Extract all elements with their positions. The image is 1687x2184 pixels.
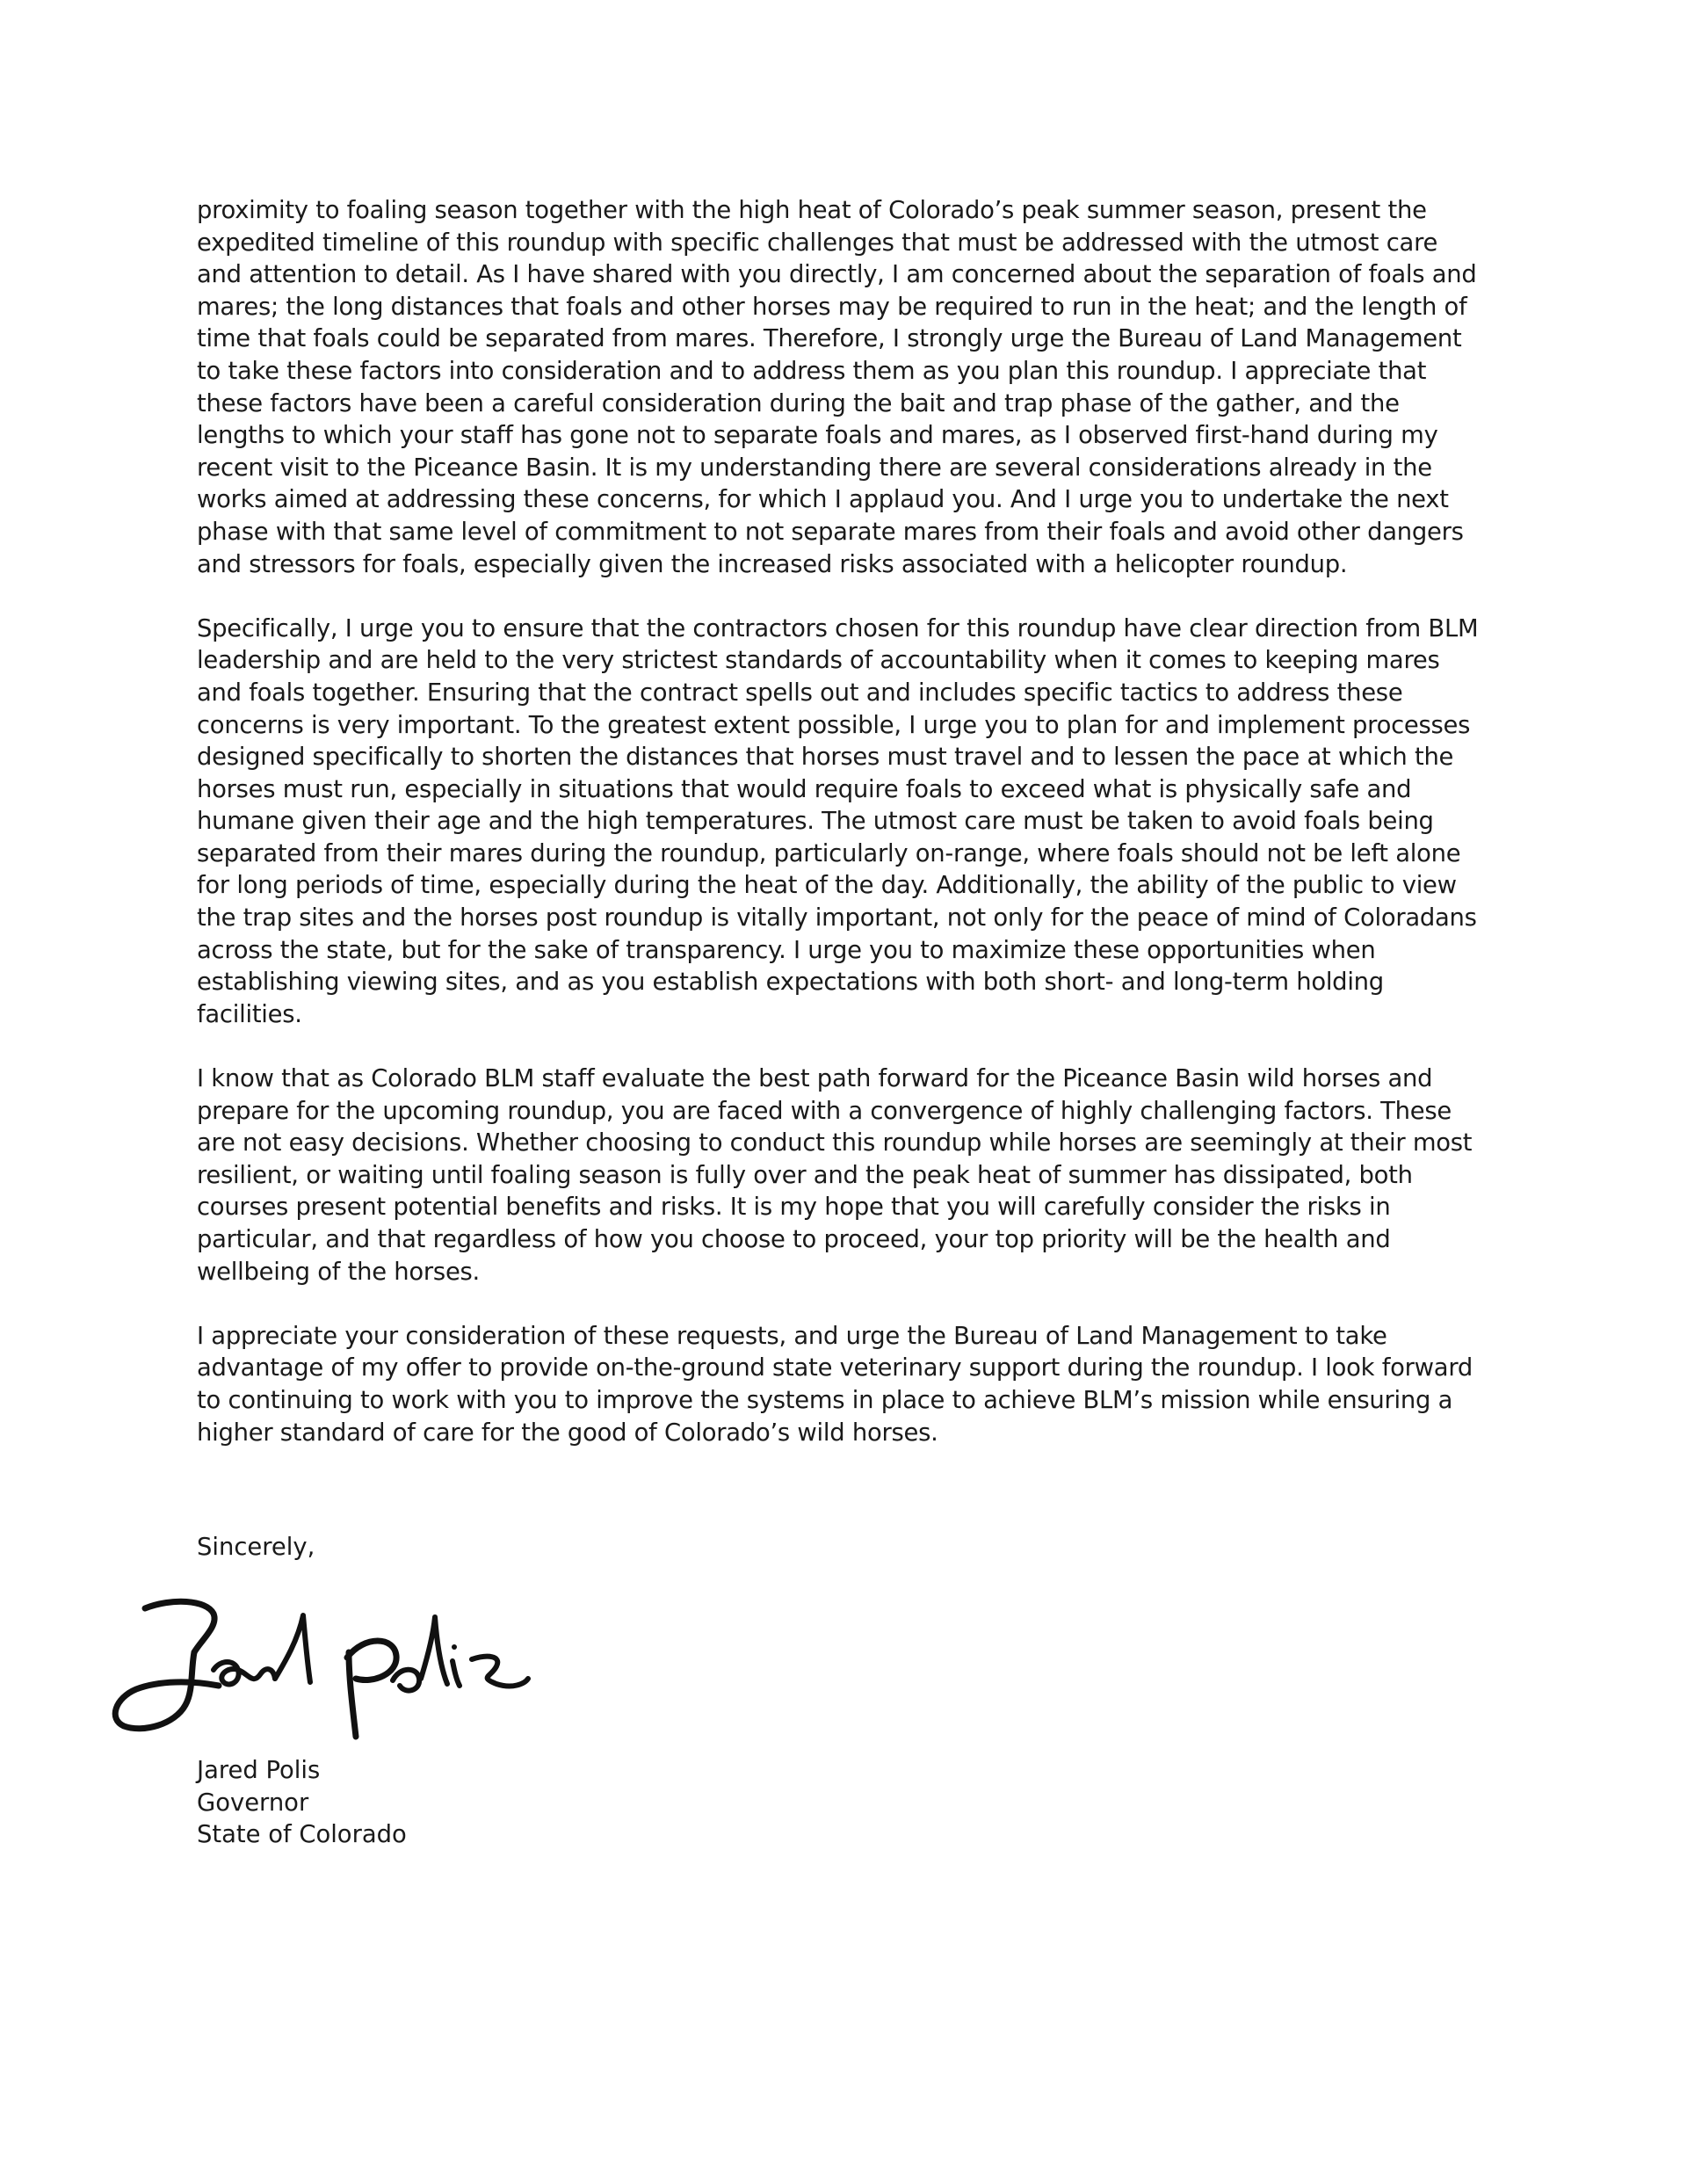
signer-block — [197, 1755, 407, 1852]
signer-organization: State of Colorado — [197, 1821, 407, 1849]
signer-title: Governor — [197, 1789, 309, 1817]
body-paragraph-2: Specifically, I urge you to ensure that the contractors chosen for this roundup have clear direction from BLM leadership and are held to the very strictest standards of accountability when it comes to keeping mares and foals together. Ensuring that the contract spells out and includes specific tactics to address these concerns is very important. To the greatest extent possible, I urge you to plan for and implement processes designed specifically to shorten the distances that horses must travel and to lessen the pace at which the horses must run, especially in situations that would require foals to exceed what is physically safe and humane given their age and the high temperatures. The utmost care must be taken to avoid foals being separated from their mares during the roundup, particularly on-range, where foals should not be left alone for long periods of time, especially during the heat of the day. Additionally, the ability of the public to view the trap sites and the horses post roundup is vitally important, not only for the peace of mind of Coloradans across the state, but for the sake of transparency. I urge you to maximize these opportunities when establishing viewing sites, and as you establish expectations with both short- and long-term holding facilities. — [197, 614, 1479, 1028]
closing-salutation: Sincerely, — [197, 1534, 315, 1561]
letter-body — [197, 195, 1488, 1482]
signature-icon — [110, 1582, 602, 1749]
body-paragraph-1: proximity to foaling season together with the high heat of Colorado’s peak summer season, present the expedited timeline of this roundup with specific challenges that must be addressed with the utmost care and attention to detail. As I have shared with you directly, I am concerned about the separation of foals and mares; the long distances that foals and other horses may be required to run in the heat; and the length of time that foals could be separated from mares. Therefore, I strongly urge the Bureau of Land Management to take these factors into consideration and to address them as you plan this roundup. I appreciate that these factors have been a careful consideration during the bait and trap phase of the gather, and the lengths to which your staff has gone not to separate foals and mares, as I observed first-hand during my recent visit to the Piceance Basin. It is my understanding there are several considerations already in the works aimed at addressing these concerns, for which I applaud you. And I urge you to undertake the next phase with that same level of commitment to not separate mares from their foals and avoid other dangers and stressors for foals, especially given the increased risks associated with a helicopter roundup. — [197, 197, 1477, 578]
signer-name: Jared Polis — [197, 1757, 321, 1784]
handwritten-signature — [110, 1582, 602, 1749]
body-paragraph-4: I appreciate your consideration of these requests, and urge the Bureau of Land Management to take advantage of my offer to provide on-the-ground state veterinary support during the roundup. I look forward to continuing to work with you to improve the systems in place to achieve BLM’s mission while ensuring a higher standard of care for the good of Colorado’s wild horses. — [197, 1322, 1473, 1447]
body-paragraph-3: I know that as Colorado BLM staff evaluate the best path forward for the Piceance Basin wild horses and prepare for the upcoming roundup, you are faced with a convergence of highly challenging factors. These are not easy decisions. Whether choosing to conduct this roundup while horses are seemingly at their most resilient, or waiting until foaling season is fully over and the peak heat of summer has dissipated, both courses present potential benefits and risks. It is my hope that you will carefully consider the risks in particular, and that regardless of how you choose to proceed, your top priority will be the health and wellbeing of the horses. — [197, 1065, 1473, 1286]
